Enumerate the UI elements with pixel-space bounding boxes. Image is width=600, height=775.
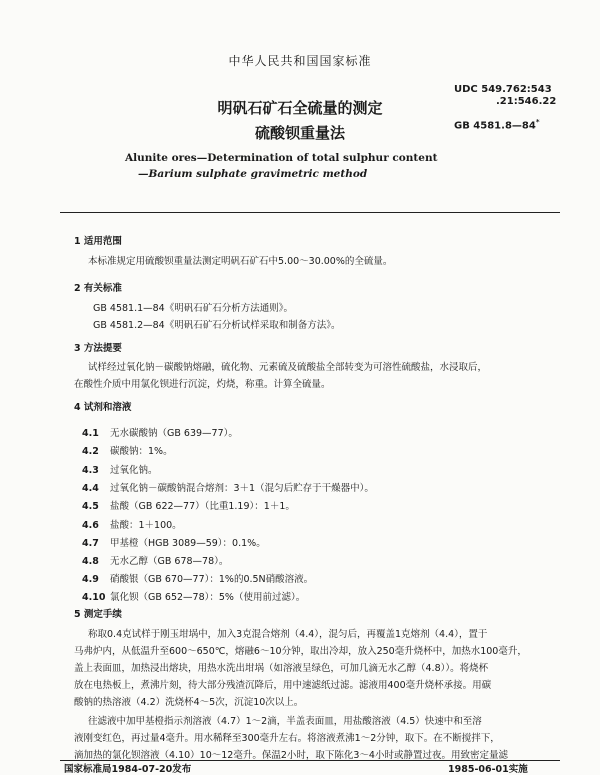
procedure-line: 往滤液中加甲基橙指示剂溶液（4.7）1～2滴，半盖表面皿，用盐酸溶液（4.5）快速中和至溶 xyxy=(88,716,482,727)
procedure-line: 酸钠的热溶液（4.2）洗烧杯4～5次，沉淀10次以上。 xyxy=(74,697,304,708)
section-1-text: 本标准规定用硫酸钡重量法测定明矾石矿石中5.00～30.00%的全硫量。 xyxy=(88,256,393,267)
reagent-item: 4.1 无水碳酸钠（GB 639—77）。 xyxy=(82,428,238,439)
reagent-item: 4.2 碳酸钠：1%。 xyxy=(82,446,173,457)
procedure-line: 盖上表面皿，加热浸出熔块，用热水洗出坩埚（如溶液呈绿色，可加几滴无水乙醇（4.8））。将烧杯 xyxy=(74,663,489,674)
effective-date: 1985-06-01实施 xyxy=(448,764,528,775)
udc-code-line2: .21:546.22 xyxy=(496,96,557,107)
reagent-item: 4.8 无水乙醇（GB 678—78）。 xyxy=(82,556,229,567)
section-1-heading: 1 适用范围 xyxy=(74,236,122,247)
section-3-heading: 3 方法提要 xyxy=(74,343,122,354)
reagent-item: 4.6 盐酸：1＋100。 xyxy=(82,520,182,531)
section-5-heading: 5 测定手续 xyxy=(74,609,122,620)
reagent-item: 4.3 过氧化钠。 xyxy=(82,465,158,476)
reagent-item: 4.9 硝酸银（GB 670—77）：1%的0.5N硝酸溶液。 xyxy=(82,574,314,585)
reagent-item: 4.7 甲基橙（HGB 3089—59）：0.1%。 xyxy=(82,538,266,549)
reagent-item: 4.10 氯化钡（GB 652—78）：5%（使用前过滤）。 xyxy=(82,592,306,603)
procedure-line: 放在电热板上，煮沸片刻，待大部分残渣沉降后，用中速滤纸过滤。滤液用400毫升烧杯承接。用碳 xyxy=(74,680,492,691)
title-en-line2: —Barium sulphate gravimetric method xyxy=(138,168,368,180)
reagent-item: 4.5 盐酸（GB 622—77）（比重1.19）：1＋1。 xyxy=(82,501,295,512)
procedure-line: 滴加热的氯化钡溶液（4.10）10～12毫升。保温2小时，取下陈化3～4小时或静置过夜。用致密定量滤 xyxy=(74,750,508,761)
section-3-line2: 在酸性介质中用氯化钡进行沉淀，灼烧，称重。计算全硫量。 xyxy=(74,379,331,390)
top-divider xyxy=(60,212,560,213)
section-4-heading: 4 试剂和溶液 xyxy=(74,402,132,413)
title-en-line1: Alunite ores—Determination of total sulphur content xyxy=(125,152,438,164)
udc-code-line1: UDC 549.762:543 xyxy=(454,84,552,95)
gb-code: GB 4581.8—84* xyxy=(454,118,540,132)
reagent-item: 4.4 过氧化钠－碳酸钠混合熔剂：3＋1（混匀后贮存于干燥器中）。 xyxy=(82,483,374,494)
reference-2: GB 4581.2—84《明矾石矿石分析试样采取和制备方法》。 xyxy=(93,320,341,331)
title-cn-line2: 硫酸钡重量法 xyxy=(254,124,345,142)
procedure-line: 称取0.4克试样于刚玉坩埚中，加入3克混合熔剂（4.4），混匀后，再覆盖1克熔剂（4.4），置于 xyxy=(88,629,488,640)
section-2-heading: 2 有关标准 xyxy=(74,283,122,294)
section-3-line1: 试样经过氧化钠－碳酸钠熔融，硫化物、元素硫及硫酸盐全部转变为可溶性硫酸盐，水浸取后， xyxy=(88,362,488,373)
issue-date: 国家标准局1984-07-20发布 xyxy=(64,764,192,775)
standard-title: 中华人民共和国国家标准 xyxy=(228,54,372,68)
title-cn-line1: 明矾石矿石全硫量的测定 xyxy=(217,99,383,117)
reference-1: GB 4581.1—84《明矾石矿石分析方法通则》。 xyxy=(93,303,293,314)
procedure-line: 液刚变红色，再过量4毫升。用水稀释至300毫升左右。将溶液煮沸1～2分钟，取下。在不断搅拌下， xyxy=(74,733,500,744)
procedure-line: 马弗炉内，从低温升至600～650℃，熔融6～10分钟，取出冷却，放入250毫升烧杯中，加热水100毫升， xyxy=(74,646,527,657)
